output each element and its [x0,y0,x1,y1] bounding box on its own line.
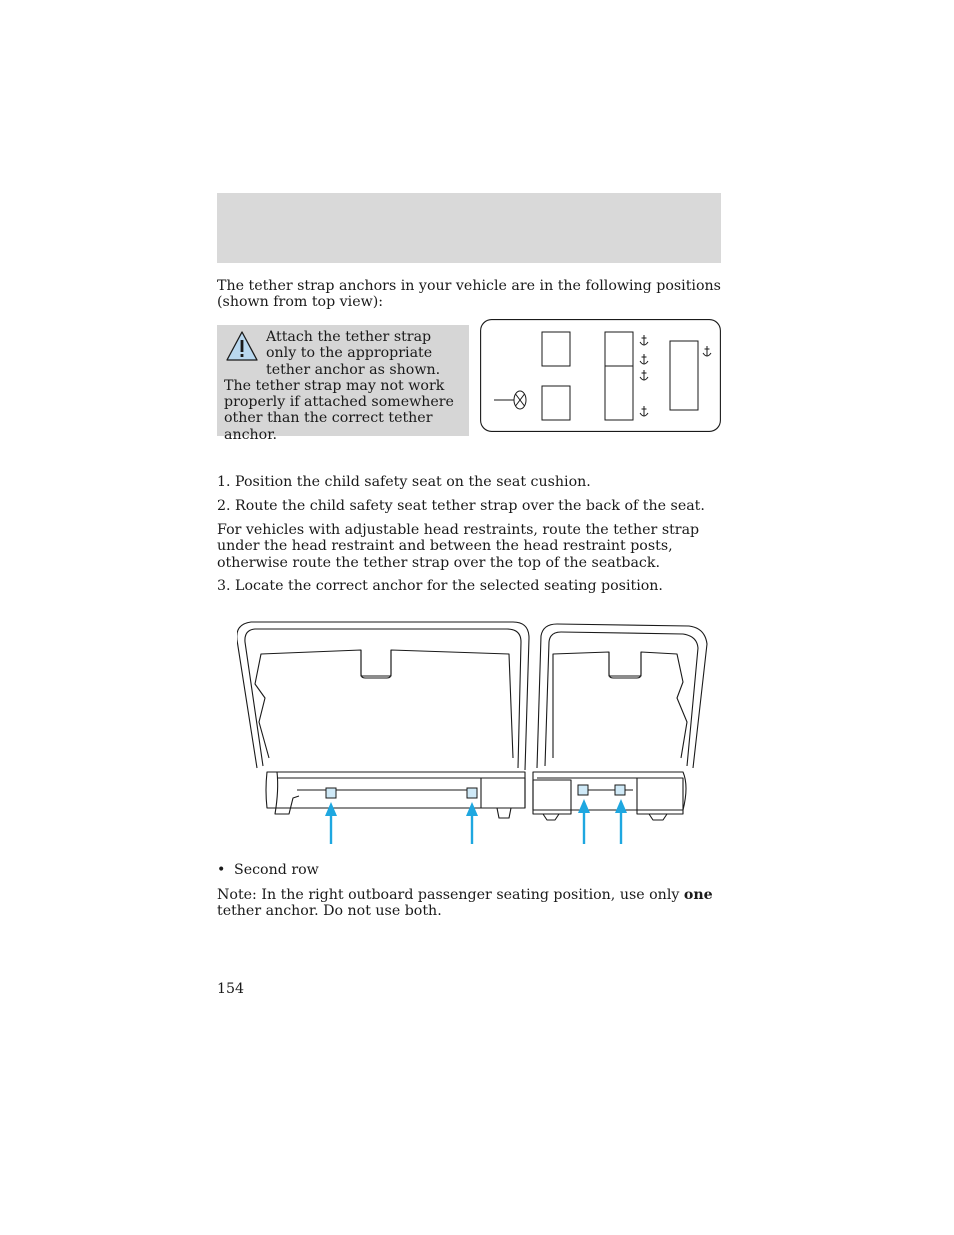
page-number: 154 [217,981,245,997]
intro-paragraph: The tether strap anchors in your vehicle are in the following positions (shown from top view): [217,278,721,311]
anchor-arrow-4 [615,799,627,844]
anchor-loop-1 [326,788,336,798]
note-text-before: Note: In the right outboard passenger seating position, use only [217,887,684,903]
note-text-after: tether anchor. Do not use both. [217,903,442,920]
head-restraint-paragraph: For vehicles with adjustable head restraints, route the tether strap under the head restraint and between the head restraint posts, otherwise route the tether strap over the top of the seatback. [217,522,700,571]
warning-box [217,325,469,443]
tether-anchor-top-view-diagram [480,319,721,432]
step-1: 1. Position the child safety seat on the seat cushion. [217,474,591,490]
anchor-loop-3 [578,785,588,795]
second-row-seat-illustration [237,618,709,848]
note-paragraph [217,887,721,920]
anchor-loop-4 [615,785,625,795]
warning-triangle-icon [224,329,260,365]
anchor-arrow-3 [578,799,590,844]
section-header-band [217,193,721,263]
anchor-loop-2 [467,788,477,798]
bullet-text: Second row [234,862,319,878]
note-text-bold: one [683,887,713,903]
bullet-marker: • [217,862,226,878]
warning-text: Attach the tether strap only to the appropriate tether anchor as shown. The tether strap may not work properly if attached somewhere other than the correct tether anchor. [224,329,454,443]
step-2: 2. Route the child safety seat tether strap over the back of the seat. [217,498,705,514]
step-3: 3. Locate the correct anchor for the selected seating position. [217,578,663,594]
bullet-second-row [217,862,319,878]
